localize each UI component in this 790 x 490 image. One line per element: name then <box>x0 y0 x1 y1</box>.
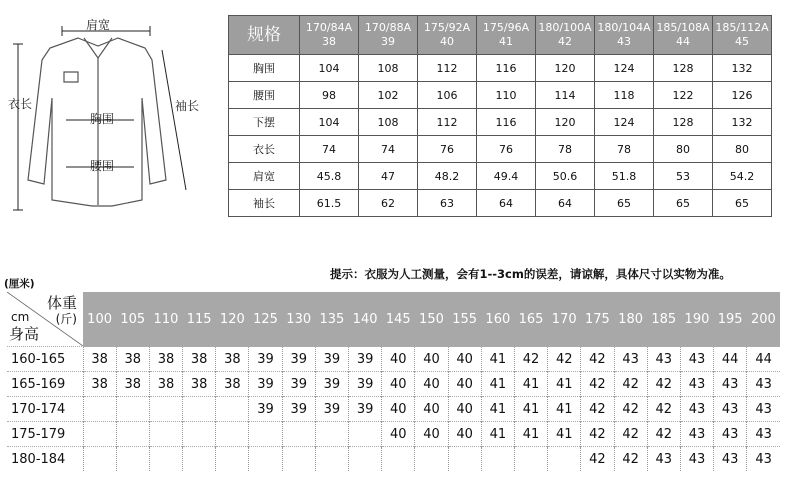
size-cell <box>315 422 348 447</box>
size-cell <box>83 447 116 472</box>
weight-header-cell: 115 <box>183 292 216 347</box>
size-cell: 43 <box>680 372 713 397</box>
spec-row-label: 衣长 <box>229 136 300 163</box>
size-header: 180/104A 43 <box>595 16 654 55</box>
size-cell <box>149 422 182 447</box>
spec-row-label: 袖长 <box>229 190 300 217</box>
size-cell: 42 <box>614 422 647 447</box>
height-range-label: 170-174 <box>7 397 83 422</box>
spec-cell: 78 <box>595 136 654 163</box>
spec-row <box>229 55 772 82</box>
spec-cell: 63 <box>418 190 477 217</box>
spec-row-label: 胸围 <box>229 55 300 82</box>
size-cell: 41 <box>514 422 547 447</box>
size-cell: 39 <box>315 372 348 397</box>
size-cell <box>116 397 149 422</box>
spec-cell: 65 <box>654 190 713 217</box>
table-corner-header <box>7 292 83 347</box>
height-range-label: 175-179 <box>7 422 83 447</box>
spec-row <box>229 109 772 136</box>
weight-header-cell: 105 <box>116 292 149 347</box>
size-cell: 42 <box>647 372 680 397</box>
size-cell: 38 <box>216 347 249 372</box>
height-row <box>7 347 780 372</box>
size-cell: 42 <box>581 422 614 447</box>
weight-header-cell: 145 <box>382 292 415 347</box>
size-cell: 40 <box>382 422 415 447</box>
spec-cell: 74 <box>300 136 359 163</box>
size-cell: 42 <box>614 447 647 472</box>
weight-header-cell: 110 <box>149 292 182 347</box>
weight-header-cell: 125 <box>249 292 282 347</box>
size-cell: 40 <box>448 372 481 397</box>
size-cell: 41 <box>514 372 547 397</box>
size-cell: 38 <box>83 347 116 372</box>
size-cell <box>216 397 249 422</box>
spec-cell: 132 <box>713 55 772 82</box>
shirt-measurement-diagram <box>0 0 215 215</box>
size-cell: 38 <box>183 347 216 372</box>
size-cell: 39 <box>249 347 282 372</box>
size-header: 170/84A 38 <box>300 16 359 55</box>
size-cell <box>481 447 514 472</box>
spec-cell: 51.8 <box>595 163 654 190</box>
weight-header-row <box>7 292 780 347</box>
size-cell: 39 <box>315 397 348 422</box>
spec-cell: 112 <box>418 55 477 82</box>
size-cell: 38 <box>83 372 116 397</box>
spec-cell: 124 <box>595 109 654 136</box>
measurement-note: 提示：衣服为人工测量，会有1--3cm的误差，请谅解，具体尺寸以实物为准。 <box>330 267 731 281</box>
weight-header-cell: 200 <box>747 292 780 347</box>
size-cell <box>349 422 382 447</box>
height-row <box>7 422 780 447</box>
spec-header-label: 规格 <box>229 16 300 55</box>
size-cell: 39 <box>349 372 382 397</box>
spec-cell: 104 <box>300 55 359 82</box>
spec-row <box>229 190 772 217</box>
size-cell <box>415 447 448 472</box>
size-cell: 40 <box>382 347 415 372</box>
size-header: 185/108A 44 <box>654 16 713 55</box>
size-cell: 42 <box>581 347 614 372</box>
size-cell: 39 <box>249 397 282 422</box>
spec-cell: 114 <box>536 82 595 109</box>
size-cell: 43 <box>747 397 780 422</box>
spec-cell: 108 <box>359 109 418 136</box>
size-cell: 43 <box>680 397 713 422</box>
size-cell: 42 <box>647 397 680 422</box>
size-cell: 39 <box>349 397 382 422</box>
size-cell: 42 <box>581 397 614 422</box>
length-label: 衣长 <box>8 97 33 111</box>
weight-header-cell: 185 <box>647 292 680 347</box>
chest-label: 胸围 <box>90 112 115 126</box>
weight-height-size-table <box>7 292 780 471</box>
spec-cell: 120 <box>536 55 595 82</box>
weight-header-cell: 120 <box>216 292 249 347</box>
spec-cell: 80 <box>713 136 772 163</box>
spec-cell: 48.2 <box>418 163 477 190</box>
spec-cell: 128 <box>654 109 713 136</box>
size-cell: 40 <box>415 422 448 447</box>
height-row <box>7 372 780 397</box>
size-cell: 43 <box>714 397 747 422</box>
spec-cell: 102 <box>359 82 418 109</box>
spec-cell: 54.2 <box>713 163 772 190</box>
size-cell: 42 <box>581 447 614 472</box>
size-cell: 40 <box>415 347 448 372</box>
size-cell: 43 <box>647 347 680 372</box>
size-cell <box>514 447 547 472</box>
size-cell: 39 <box>282 372 315 397</box>
size-cell <box>249 422 282 447</box>
spec-cell: 62 <box>359 190 418 217</box>
spec-cell: 104 <box>300 109 359 136</box>
weight-label: 体重 <box>46 294 77 312</box>
size-cell: 38 <box>116 372 149 397</box>
size-cell: 43 <box>714 372 747 397</box>
spec-cell: 45.8 <box>300 163 359 190</box>
spec-cell: 122 <box>654 82 713 109</box>
cm-label: cm <box>11 310 30 324</box>
size-cell <box>183 447 216 472</box>
size-header: 170/88A 39 <box>359 16 418 55</box>
size-cell <box>349 447 382 472</box>
size-cell: 43 <box>680 447 713 472</box>
size-cell: 42 <box>614 397 647 422</box>
size-cell <box>116 422 149 447</box>
weight-header-cell: 165 <box>514 292 547 347</box>
spec-cell: 108 <box>359 55 418 82</box>
size-header: 175/92A 40 <box>418 16 477 55</box>
size-cell <box>183 422 216 447</box>
size-cell: 43 <box>614 347 647 372</box>
size-cell <box>315 447 348 472</box>
size-cell: 41 <box>514 397 547 422</box>
height-range-label: 160-165 <box>7 347 83 372</box>
size-cell: 41 <box>481 397 514 422</box>
size-cell: 42 <box>581 372 614 397</box>
weight-header-cell: 170 <box>548 292 581 347</box>
weight-header-cell: 130 <box>282 292 315 347</box>
spec-cell: 78 <box>536 136 595 163</box>
size-cell: 42 <box>548 347 581 372</box>
height-range-label: 165-169 <box>7 372 83 397</box>
spec-row <box>229 82 772 109</box>
spec-cell: 116 <box>477 55 536 82</box>
size-cell <box>116 447 149 472</box>
size-cell: 38 <box>216 372 249 397</box>
size-cell: 41 <box>481 422 514 447</box>
weight-header-cell: 155 <box>448 292 481 347</box>
spec-cell: 110 <box>477 82 536 109</box>
size-cell: 43 <box>747 372 780 397</box>
size-cell: 43 <box>714 447 747 472</box>
spec-cell: 64 <box>536 190 595 217</box>
size-cell: 39 <box>349 347 382 372</box>
size-cell: 39 <box>282 397 315 422</box>
size-cell: 40 <box>415 397 448 422</box>
spec-row-label: 腰围 <box>229 82 300 109</box>
size-cell: 43 <box>680 347 713 372</box>
sleeve-label: 袖长 <box>175 99 200 113</box>
weight-header-cell: 180 <box>614 292 647 347</box>
spec-row-label: 下摆 <box>229 109 300 136</box>
size-cell <box>282 447 315 472</box>
weight-header-cell: 195 <box>714 292 747 347</box>
spec-cell: 76 <box>477 136 536 163</box>
size-cell: 38 <box>116 347 149 372</box>
size-cell: 43 <box>680 422 713 447</box>
size-cell: 44 <box>747 347 780 372</box>
size-header: 180/100A 42 <box>536 16 595 55</box>
size-cell: 40 <box>448 397 481 422</box>
size-cell: 38 <box>183 372 216 397</box>
size-cell <box>382 447 415 472</box>
size-cell: 38 <box>149 372 182 397</box>
size-cell <box>548 447 581 472</box>
spec-cell: 126 <box>713 82 772 109</box>
size-cell: 41 <box>481 347 514 372</box>
waist-label: 腰围 <box>90 159 115 173</box>
size-cell: 40 <box>382 372 415 397</box>
size-header: 185/112A 45 <box>713 16 772 55</box>
height-row <box>7 447 780 472</box>
spec-cell: 106 <box>418 82 477 109</box>
weight-header-cell: 100 <box>83 292 116 347</box>
spec-cell: 61.5 <box>300 190 359 217</box>
height-range-label: 180-184 <box>7 447 83 472</box>
spec-cell: 47 <box>359 163 418 190</box>
spec-row-label: 肩宽 <box>229 163 300 190</box>
size-cell: 43 <box>647 447 680 472</box>
weight-header-cell: 175 <box>581 292 614 347</box>
size-cell: 40 <box>448 347 481 372</box>
spec-cell: 112 <box>418 109 477 136</box>
size-cell: 44 <box>714 347 747 372</box>
spec-cell: 98 <box>300 82 359 109</box>
weight-unit-label: (斤) <box>55 312 77 326</box>
weight-header-cell: 160 <box>481 292 514 347</box>
spec-cell: 65 <box>595 190 654 217</box>
size-cell: 41 <box>548 372 581 397</box>
size-header: 175/96A 41 <box>477 16 536 55</box>
size-cell <box>149 447 182 472</box>
spec-cell: 53 <box>654 163 713 190</box>
unit-label: (厘米) <box>4 278 35 290</box>
size-cell: 40 <box>448 422 481 447</box>
size-cell: 43 <box>747 422 780 447</box>
size-cell: 39 <box>249 372 282 397</box>
size-cell <box>149 397 182 422</box>
size-spec-table <box>228 15 772 217</box>
spec-cell: 50.6 <box>536 163 595 190</box>
size-cell: 42 <box>647 422 680 447</box>
spec-row <box>229 136 772 163</box>
size-cell: 43 <box>747 447 780 472</box>
weight-header-cell: 150 <box>415 292 448 347</box>
size-cell <box>448 447 481 472</box>
size-cell: 42 <box>614 372 647 397</box>
size-cell <box>216 422 249 447</box>
weight-header-cell: 190 <box>680 292 713 347</box>
height-label: 身高 <box>9 325 40 343</box>
height-row <box>7 397 780 422</box>
size-cell: 41 <box>548 422 581 447</box>
size-cell <box>83 397 116 422</box>
spec-cell: 80 <box>654 136 713 163</box>
spec-cell: 65 <box>713 190 772 217</box>
spec-header-row <box>229 16 772 55</box>
size-cell <box>83 422 116 447</box>
spec-cell: 132 <box>713 109 772 136</box>
size-cell: 41 <box>481 372 514 397</box>
size-cell <box>249 447 282 472</box>
weight-header-cell: 135 <box>315 292 348 347</box>
spec-cell: 120 <box>536 109 595 136</box>
size-cell: 39 <box>315 347 348 372</box>
spec-cell: 74 <box>359 136 418 163</box>
size-cell: 43 <box>714 422 747 447</box>
spec-cell: 128 <box>654 55 713 82</box>
spec-cell: 116 <box>477 109 536 136</box>
size-cell <box>282 422 315 447</box>
size-cell: 38 <box>149 347 182 372</box>
spec-cell: 124 <box>595 55 654 82</box>
size-cell: 40 <box>415 372 448 397</box>
size-cell: 39 <box>282 347 315 372</box>
size-cell <box>183 397 216 422</box>
spec-cell: 64 <box>477 190 536 217</box>
size-cell <box>216 447 249 472</box>
spec-row <box>229 163 772 190</box>
size-cell: 41 <box>548 397 581 422</box>
spec-cell: 49.4 <box>477 163 536 190</box>
shoulder-label: 肩宽 <box>86 18 111 32</box>
spec-cell: 76 <box>418 136 477 163</box>
size-cell: 42 <box>514 347 547 372</box>
size-cell: 40 <box>382 397 415 422</box>
weight-header-cell: 140 <box>349 292 382 347</box>
spec-cell: 118 <box>595 82 654 109</box>
